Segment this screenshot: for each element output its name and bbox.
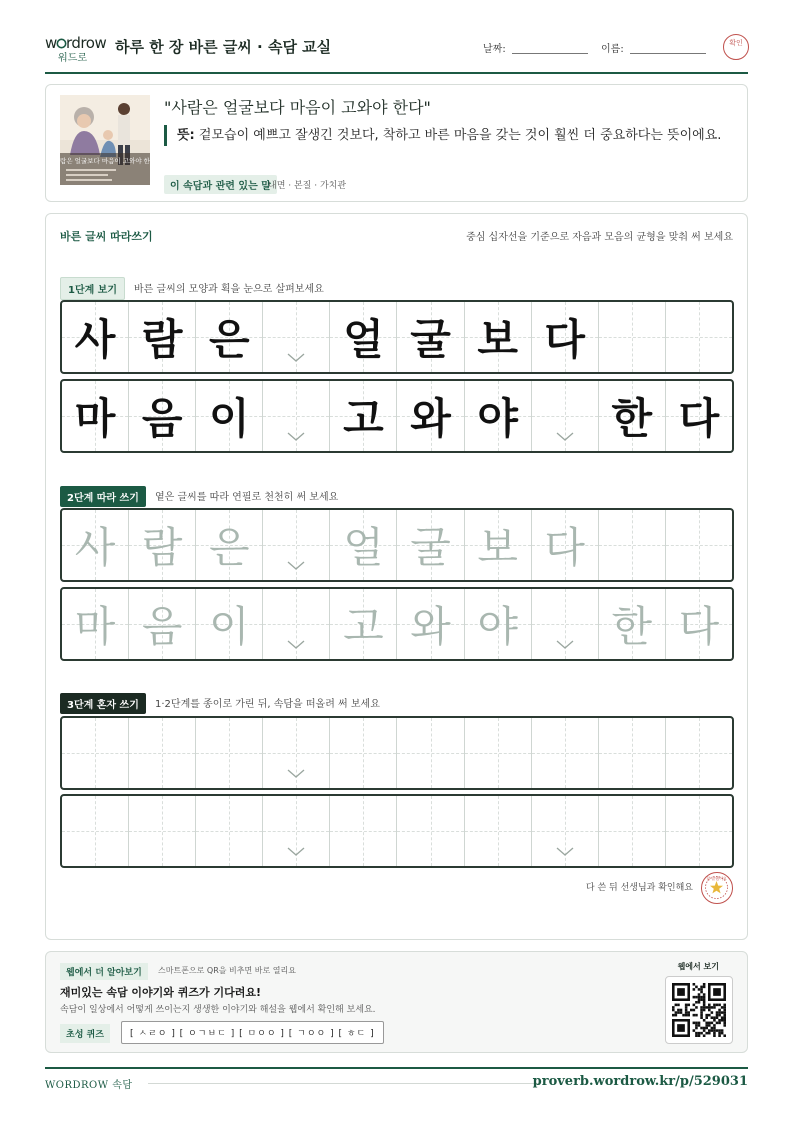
grid-character: 굴: [410, 315, 451, 364]
illustration-caption: 사람은 얼굴보다 마음이 고와야 한다: [53, 157, 157, 165]
meaning-text: 겉모습이 예쁘고 잘생긴 것보다, 착하고 바른 마음을 갖는 것이 훨씬 더 중요하다는 뜻이에요.: [198, 128, 722, 143]
star-icon: [702, 873, 731, 902]
grid-cell[interactable]: [532, 381, 599, 451]
grid-cell[interactable]: [129, 302, 196, 372]
web-tag: 웹에서 더 알아보기: [60, 963, 148, 980]
grid-cell[interactable]: [330, 302, 397, 372]
proverb-quote: "사람은 얼굴보다 마음이 고와야 한다": [164, 98, 431, 117]
web-desc: 속담이 일상에서 어떻게 쓰이는지 생생한 이야기와 해설을 웹에서 확인해 보세요.: [60, 1005, 376, 1015]
grid-cell[interactable]: [666, 510, 732, 580]
space-chevron-icon: [287, 347, 305, 366]
praise-stamp-text: 참 잘했어요: [706, 876, 727, 881]
grid-character: 얼: [343, 315, 384, 364]
grid-cell[interactable]: [196, 510, 263, 580]
logo-subtitle: 워드로: [58, 53, 87, 64]
grid-character: 은: [208, 523, 250, 572]
grid-cell[interactable]: [599, 796, 666, 866]
grid-cell[interactable]: [397, 510, 464, 580]
grid-character: 보: [477, 315, 518, 364]
grid-character: 다: [678, 602, 720, 651]
grid-cell[interactable]: [532, 718, 599, 788]
grid-character: 이: [208, 602, 250, 651]
name-field[interactable]: [630, 53, 706, 54]
footer-divider: [45, 1067, 748, 1069]
grid-cell[interactable]: [330, 381, 397, 451]
grid-cell[interactable]: [196, 718, 263, 788]
grid-character: 고: [343, 602, 384, 651]
grid-cell[interactable]: [263, 302, 330, 372]
grid-cell[interactable]: [599, 510, 666, 580]
grid-cell[interactable]: [465, 718, 532, 788]
grid-character: 다: [544, 523, 585, 572]
space-chevron-icon: [287, 555, 305, 574]
grid-character: 은: [208, 315, 250, 364]
grid-cell[interactable]: [465, 302, 532, 372]
step3-row-1[interactable]: [60, 716, 734, 790]
step1-desc: 바른 글씨의 모양과 획을 눈으로 살펴보세요: [134, 284, 324, 295]
step2-badge: 2단계 따라 쓰기: [60, 486, 146, 507]
grid-cell[interactable]: [196, 796, 263, 866]
proverb-card: [45, 84, 748, 202]
grid-cell[interactable]: [397, 302, 464, 372]
grid-cell[interactable]: [532, 302, 599, 372]
grid-character: 사: [74, 523, 116, 572]
grid-cell[interactable]: [666, 796, 732, 866]
name-label: 이름:: [601, 44, 624, 55]
grid-cell[interactable]: [196, 589, 263, 659]
illustration-image: [53, 95, 157, 185]
grid-character: 람: [141, 315, 183, 364]
related-keywords: 내면 · 본질 · 가치관: [268, 181, 347, 191]
qr-code-icon: [672, 983, 726, 1037]
grid-cell[interactable]: [465, 589, 532, 659]
footer-rule: [148, 1083, 540, 1084]
grid-character: 다: [544, 315, 585, 364]
grid-cell[interactable]: [330, 796, 397, 866]
grid-cell[interactable]: [330, 718, 397, 788]
grid-cell[interactable]: [666, 302, 732, 372]
space-chevron-icon: [556, 841, 574, 860]
grid-cell[interactable]: [666, 381, 732, 451]
grid-cell[interactable]: [129, 510, 196, 580]
grid-cell[interactable]: [263, 796, 330, 866]
grid-character: 람: [141, 523, 183, 572]
grid-character: 얼: [343, 523, 384, 572]
proverb-meaning: [164, 125, 724, 146]
grid-cell[interactable]: [666, 589, 732, 659]
grid-cell[interactable]: [129, 718, 196, 788]
grid-cell[interactable]: [397, 796, 464, 866]
page-title: 하루 한 장 바른 글씨 · 속담 교실: [115, 38, 332, 56]
confirm-stamp-text: 확인: [729, 39, 743, 47]
grid-cell[interactable]: [599, 589, 666, 659]
grid-character: 와: [410, 602, 451, 651]
date-field[interactable]: [512, 53, 588, 54]
practice-section: [45, 213, 748, 940]
step1-row-1: [60, 300, 734, 374]
confirm-stamp: [723, 34, 749, 60]
step2-row-1[interactable]: [60, 508, 734, 582]
grid-cell[interactable]: [62, 510, 129, 580]
grid-cell[interactable]: [532, 589, 599, 659]
grid-character: 마: [74, 394, 116, 443]
grid-character: 사: [74, 315, 116, 364]
qr-label: 웹에서 보기: [677, 962, 719, 971]
proverb-illustration: [53, 95, 157, 185]
date-label: 날짜:: [483, 44, 506, 55]
grid-character: 한: [611, 602, 653, 651]
grid-cell[interactable]: [263, 718, 330, 788]
grid-cell[interactable]: [129, 796, 196, 866]
grid-character: 음: [141, 602, 183, 651]
related-words-tag: 이 속담과 관련 있는 말: [164, 175, 277, 194]
step3-row-2[interactable]: [60, 794, 734, 868]
quiz-tag: 초성 퀴즈: [60, 1024, 110, 1043]
grid-cell[interactable]: [62, 796, 129, 866]
practice-note: 중심 십자선을 기준으로 자음과 모음의 균형을 맞춰 써 보세요: [466, 232, 733, 243]
practice-title: 바른 글씨 따라쓰기: [60, 230, 153, 243]
space-chevron-icon: [287, 763, 305, 782]
grid-cell[interactable]: [62, 718, 129, 788]
grid-cell[interactable]: [599, 381, 666, 451]
step2-desc: 옅은 글씨를 따라 연필로 천천히 써 보세요: [155, 492, 339, 503]
space-chevron-icon: [556, 634, 574, 653]
praise-stamp: [701, 872, 733, 904]
grid-character: 보: [477, 523, 518, 572]
svg-text:rdrow: rdrow: [66, 34, 107, 52]
grid-cell[interactable]: [599, 302, 666, 372]
space-chevron-icon: [287, 426, 305, 445]
grid-character: 야: [477, 394, 518, 443]
grid-cell[interactable]: [397, 589, 464, 659]
grid-cell[interactable]: [397, 718, 464, 788]
grid-character: 고: [343, 394, 384, 443]
footer-url[interactable]: proverb.wordrow.kr/p/529031: [532, 1074, 748, 1089]
grid-cell[interactable]: [532, 796, 599, 866]
grid-character: 야: [477, 602, 518, 651]
web-info-card: [45, 951, 748, 1053]
grid-cell[interactable]: [666, 718, 732, 788]
space-chevron-icon: [556, 426, 574, 445]
teacher-check-text: 다 쓴 뒤 선생님과 확인해요: [585, 883, 693, 893]
grid-character: 이: [208, 394, 250, 443]
grid-character: 음: [141, 394, 183, 443]
grid-character: 한: [611, 394, 653, 443]
step1-badge: 1단계 보기: [60, 277, 125, 300]
grid-cell[interactable]: [129, 381, 196, 451]
grid-character: 마: [74, 602, 116, 651]
grid-cell[interactable]: [465, 381, 532, 451]
grid-cell[interactable]: [196, 381, 263, 451]
grid-cell[interactable]: [465, 510, 532, 580]
grid-cell[interactable]: [263, 589, 330, 659]
web-title: 재미있는 속담 이야기와 퀴즈가 기다려요!: [60, 986, 261, 999]
meaning-label: 뜻:: [177, 128, 195, 143]
grid-character: 다: [678, 394, 720, 443]
grid-character: 와: [410, 394, 451, 443]
grid-cell[interactable]: [263, 510, 330, 580]
page-header: [45, 32, 748, 74]
grid-cell[interactable]: [62, 589, 129, 659]
web-hint: 스마트폰으로 QR을 비추면 바로 열리요: [158, 966, 296, 975]
step1-row-2: [60, 379, 734, 453]
initial-consonant-quiz: [ ㅅㄹㅇ ] [ ㅇㄱㅂㄷ ] [ ㅁㅇㅇ ] [ ㄱㅇㅇ ] [ ㅎㄷ ]: [121, 1021, 384, 1044]
step3-badge: 3단계 혼자 쓰기: [60, 693, 146, 714]
space-chevron-icon: [287, 634, 305, 653]
grid-cell[interactable]: [263, 381, 330, 451]
space-chevron-icon: [287, 841, 305, 860]
grid-cell[interactable]: [330, 510, 397, 580]
grid-cell[interactable]: [397, 381, 464, 451]
grid-cell[interactable]: [62, 381, 129, 451]
grid-cell[interactable]: [465, 796, 532, 866]
footer-brand: WORDROW 속담: [45, 1080, 133, 1091]
qr-code[interactable]: [665, 976, 733, 1044]
grid-cell[interactable]: [196, 302, 263, 372]
grid-cell[interactable]: [129, 589, 196, 659]
step3-desc: 1·2단계를 종이로 가린 뒤, 속담을 떠올려 써 보세요: [155, 699, 380, 710]
step2-row-2[interactable]: [60, 587, 734, 661]
grid-cell[interactable]: [62, 302, 129, 372]
svg-text:w: w: [45, 34, 57, 52]
grid-cell[interactable]: [330, 589, 397, 659]
grid-cell[interactable]: [599, 718, 666, 788]
grid-character: 굴: [410, 523, 451, 572]
grid-cell[interactable]: [532, 510, 599, 580]
